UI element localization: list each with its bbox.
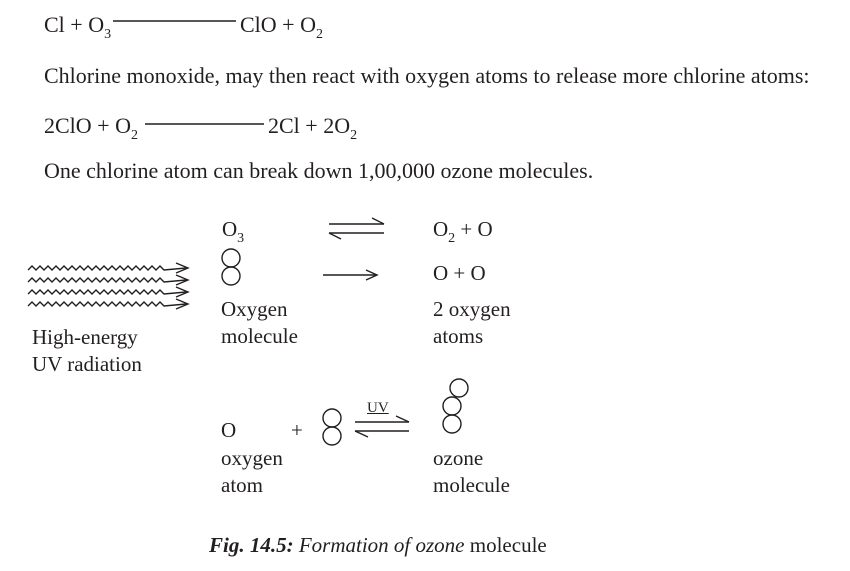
paragraph-chlorine-breakdown: One chlorine atom can break down 1,00,000 ozone molecules.: [44, 158, 594, 183]
uv-radiation-label-line1: High-energy: [32, 325, 138, 349]
eq2-left: 2ClO + O: [44, 113, 131, 138]
equilibrium-arrow-uv: [355, 416, 409, 437]
oxygen-molecule-top-atom: [222, 249, 240, 267]
eq1-left-sub: 3: [104, 27, 112, 42]
eq1-left: Cl + O: [44, 12, 105, 37]
figure-caption: [209, 533, 547, 558]
eq1-right: ClO + O: [240, 12, 316, 37]
oxygen-atom-label-line2: atom: [221, 473, 263, 498]
ozone-molecule-label: [433, 445, 510, 500]
uv-wave-arrows: [28, 263, 188, 309]
product1-main: O: [433, 217, 449, 241]
caption-fig-number: Fig. 14.5:: [209, 533, 294, 557]
uv-wave-2: [28, 278, 186, 282]
uv-wave-4: [28, 302, 186, 306]
product-o2-plus-o: [433, 216, 493, 246]
uv-wave-3: [28, 290, 186, 294]
ozone-molecule-label-line1: ozone: [433, 446, 484, 470]
eq2-right-sub: 2: [350, 128, 358, 143]
oxygen-atom-label-line1: oxygen: [221, 446, 283, 470]
plus-sign: +: [291, 418, 303, 442]
uv-wave-1: [28, 266, 186, 270]
o3-label: [222, 216, 245, 246]
ozone-atom-middle: [443, 397, 461, 415]
equilibrium-arrow-top: [329, 218, 384, 239]
two-oxygen-atoms-label-line1: 2 oxygen: [433, 297, 511, 321]
paragraph-chlorine-monoxide: Chlorine monoxide, may then react with oxygen atoms to release more chlorine atoms:: [44, 63, 810, 88]
oxygen-molecule-label-line1: Oxygen: [221, 297, 288, 321]
uv-radiation-label: [32, 324, 142, 379]
oxygen-molecule-label: [221, 296, 298, 351]
oxygen-molecule-label-line2: molecule: [221, 324, 298, 349]
product-o-plus-o: O + O: [433, 261, 486, 285]
two-oxygen-atoms-label: [433, 296, 511, 351]
uv-radiation-label-line2: UV radiation: [32, 352, 142, 377]
caption-rest: molecule: [469, 533, 547, 557]
uv-arrowheads: [176, 263, 188, 309]
oxygen-molecule-bottom-atom: [222, 267, 240, 285]
eq2-left-sub: 2: [130, 128, 138, 143]
eq2-right: 2Cl + 2O: [268, 113, 351, 138]
uv-label: UV: [367, 400, 389, 416]
o3-label-sub: 3: [237, 231, 245, 246]
oxygen-atom-label: [221, 445, 283, 500]
oxygen-atom-symbol: O: [221, 418, 237, 442]
ozone-atom-bottom: [443, 415, 461, 433]
eq1-right-sub: 2: [315, 27, 323, 42]
lower-oxygen-molecule-top-atom: [323, 409, 341, 427]
ozone-molecule-label-line2: molecule: [433, 473, 510, 498]
two-oxygen-atoms-label-line2: atoms: [433, 324, 484, 349]
product1-sub: 2: [448, 231, 456, 246]
o3-label-main: O: [222, 217, 238, 241]
lower-oxygen-molecule-bottom-atom: [323, 427, 341, 445]
ozone-atom-top: [450, 379, 468, 397]
product1-rest: + O: [455, 217, 493, 241]
forward-arrow: [323, 270, 377, 280]
caption-italic-text: Formation of ozone: [298, 533, 465, 557]
